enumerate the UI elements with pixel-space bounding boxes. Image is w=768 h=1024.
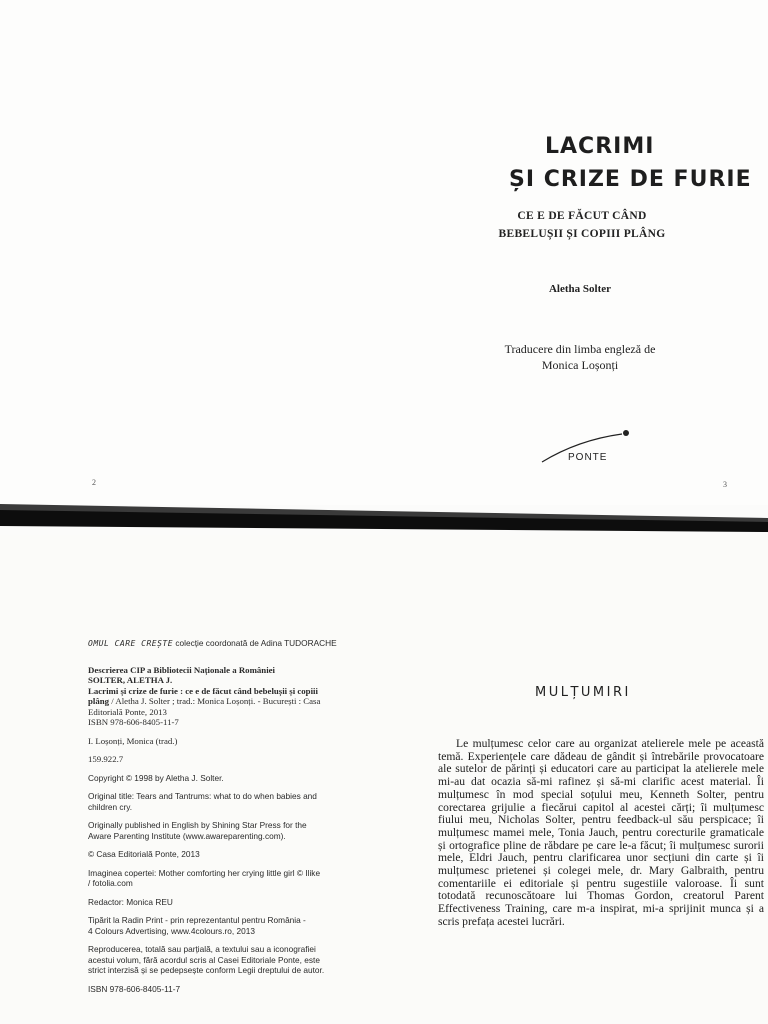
print-line1: Tipărit la Radin Print - prin reprezentantul pentru România - xyxy=(88,915,306,925)
acknowledgements-title: MULȚUMIRI xyxy=(535,685,631,700)
cip-title: Lacrimi și crize de furie : ce e de făcut când bebelușii și copiii xyxy=(88,685,318,696)
book-title-line1: LACRIMI xyxy=(545,134,655,159)
author-name: Aletha Solter xyxy=(548,283,611,295)
cip-author: SOLTER, ALETHA J. xyxy=(88,675,173,685)
page-number-right: 3 xyxy=(723,480,727,489)
scan-gutter-shadow xyxy=(0,498,768,540)
series-text: colecție coordonată de Adina TUDORACHE xyxy=(175,638,337,648)
copyright-line: Copyright © 1998 by Aletha J. Solter. xyxy=(88,772,224,783)
originally-published-line1: Originally published in English by Shining Star Press for the xyxy=(88,820,307,830)
book-subtitle-line1: CE E DE FĂCUT CÂND xyxy=(517,210,647,222)
series-name: OMUL CARE CREȘTE xyxy=(88,639,174,648)
rights-line3: strict interzisă și se pedepsește conform Legii dreptului de autor. xyxy=(88,965,325,975)
acknowledgements-text: Le mulțumesc celor care au organizat atelierele mele pe această temă. Experiențele care dădeau de gândit și întrebările provocatoare ale sutelor de părinți și educatori care au participat la atelierele mele mi-au dat ocazia să-mi rafinez și să-mi clarific acest material. Îi mulțumesc în mod special soțului meu, Kenneth Solter, pentru corectarea grijulie a fiecărui capitol al acestei cărți; îi mulțumesc fiului meu, Nicholas Solter, pentru feedback-ul său perspicace; îi mulțumesc mamei mele, Tonia Jauch, pentru corecturile gramaticale și ortografice pline de răbdare pe care le-a făcut; îi mulțumesc surorii mele, Eldri Jauch, pentru clarificarea unor secțiuni din carte și îi mulțumesc prietenei și colegei mele, dr. Mary Galbraith, pentru comentariile ei editoriale și pentru sugestiile valoroase. Îi sunt totodată recunoscătoare lui Thomas Gordon, creatorul Parent Effectiveness Training, care m-a inspirat, mi-a sprijinit munca și a scris prefața acestei lucrări. xyxy=(438,737,764,928)
cip-title-end: plâng xyxy=(88,696,110,706)
editor-line: Redactor: Monica REU xyxy=(88,896,173,907)
isbn-line: ISBN 978-606-8405-11-7 xyxy=(88,983,181,994)
cip-isbn: ISBN 978-606-8405-11-7 xyxy=(88,717,179,727)
publisher-copyright: © Casa Editorială Ponte, 2013 xyxy=(88,849,200,859)
print-line2: 4 Colours Advertising, www.4colours.ro, 2013 xyxy=(88,925,255,936)
cip-heading: Descrierea CIP a Bibliotecii Naționale a României xyxy=(88,664,275,675)
title-page-spread xyxy=(0,0,768,505)
rights-line2: acestui volum, fără acordul scris al Casei Editoriale Ponte, este xyxy=(88,954,320,965)
cip-block xyxy=(88,665,378,728)
translation-credit-line2: Monica Loșonți xyxy=(541,358,619,372)
publisher-logo-text: PONTE xyxy=(568,452,608,463)
colophon-block xyxy=(88,638,378,994)
cip-credits: / Aletha J. Solter ; trad.: Monica Loșonți. - București : Casa xyxy=(109,696,321,706)
rights-line1: Reproducerea, totală sau parțială, a textului sau a iconografiei xyxy=(88,944,316,954)
translator-line: I. Loșonți, Monica (trad.) xyxy=(88,735,178,746)
acknowledgements-body xyxy=(438,738,764,929)
book-title-line2: ȘI CRIZE DE FURIE xyxy=(509,167,752,192)
classification-line: 159.922.7 xyxy=(88,754,124,764)
cover-credit-line2: / fotolia.com xyxy=(88,878,133,888)
original-title-line1: Original title: Tears and Tantrums: what to do when babies and xyxy=(88,791,317,801)
book-subtitle-line2: BEBELUȘII ȘI COPIII PLÂNG xyxy=(498,228,666,240)
cip-publisher: Editorială Ponte, 2013 xyxy=(88,706,167,717)
original-title-line2: children cry. xyxy=(88,801,133,812)
translation-credit-line1: Traducere din limba engleză de xyxy=(504,342,656,356)
cover-credit-line1: Imaginea copertei: Mother comforting her crying little girl © Ilike xyxy=(88,867,321,878)
page-number-left: 2 xyxy=(92,478,96,487)
originally-published-line2: Aware Parenting Institute (www.awareparenting.com). xyxy=(88,830,286,841)
